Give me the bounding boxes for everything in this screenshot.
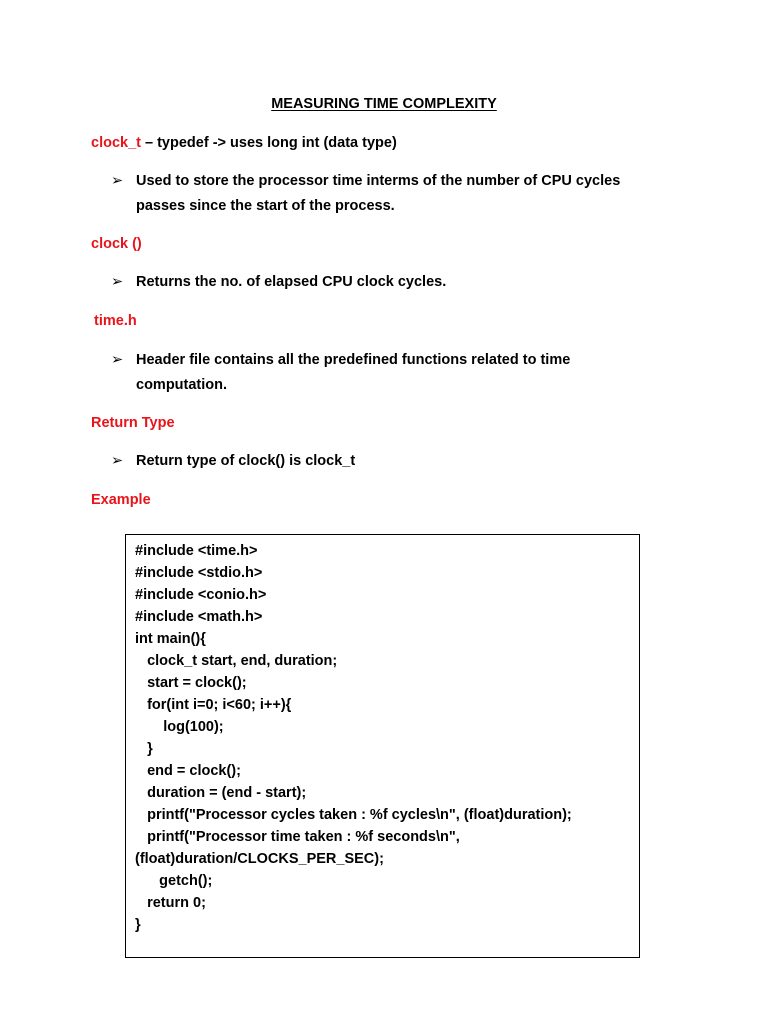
code-line: #include <stdio.h> — [135, 565, 263, 581]
code-line: end = clock(); — [135, 763, 241, 779]
bullet-text: Returns the no. of elapsed CPU clock cycles. — [136, 274, 447, 290]
heading-example: Example — [91, 492, 151, 508]
section-clock-t-heading — [91, 135, 397, 151]
code-line: #include <conio.h> — [135, 587, 267, 603]
code-line: #include <time.h> — [135, 543, 258, 559]
heading-time-h: time.h — [94, 313, 137, 329]
heading-clock-t-description: – typedef -> uses long int (data type) — [140, 135, 397, 151]
code-line: #include <math.h> — [135, 609, 263, 625]
bullet-text: Used to store the processor time interms of the number of CPU cycles — [136, 173, 621, 189]
code-line: log(100); — [135, 719, 224, 735]
bullet-arrow-icon: ➢ — [111, 453, 124, 469]
code-example-box — [125, 534, 640, 958]
bullet-arrow-icon: ➢ — [111, 173, 124, 189]
code-line: printf("Processor time taken : %f seconds\n", — [135, 829, 460, 845]
bullet-text: Return type of clock() is clock_t — [136, 453, 356, 469]
heading-clock-function: clock () — [91, 236, 142, 252]
bullet-text-continued: passes since the start of the process. — [136, 198, 395, 214]
bullet-arrow-icon: ➢ — [111, 352, 124, 368]
code-line: duration = (end - start); — [135, 785, 307, 801]
code-line: clock_t start, end, duration; — [135, 653, 338, 669]
code-line: start = clock(); — [135, 675, 247, 691]
code-line: } — [135, 917, 141, 933]
bullet-arrow-icon: ➢ — [111, 274, 124, 290]
heading-clock-t: clock_t — [91, 135, 141, 151]
code-line: } — [135, 741, 153, 757]
code-line: int main(){ — [135, 631, 206, 647]
page-title: MEASURING TIME COMPLEXITY — [271, 96, 497, 112]
code-line: (float)duration/CLOCKS_PER_SEC); — [135, 851, 384, 867]
code-line: for(int i=0; i<60; i++){ — [135, 697, 292, 713]
heading-return-type: Return Type — [91, 415, 175, 431]
bullet-text: Header file contains all the predefined functions related to time — [136, 352, 571, 368]
code-line: return 0; — [135, 895, 206, 911]
code-line: printf("Processor cycles taken : %f cycles\n", (float)duration); — [135, 807, 572, 823]
bullet-text-continued: computation. — [136, 377, 228, 393]
code-line: getch(); — [135, 873, 213, 889]
